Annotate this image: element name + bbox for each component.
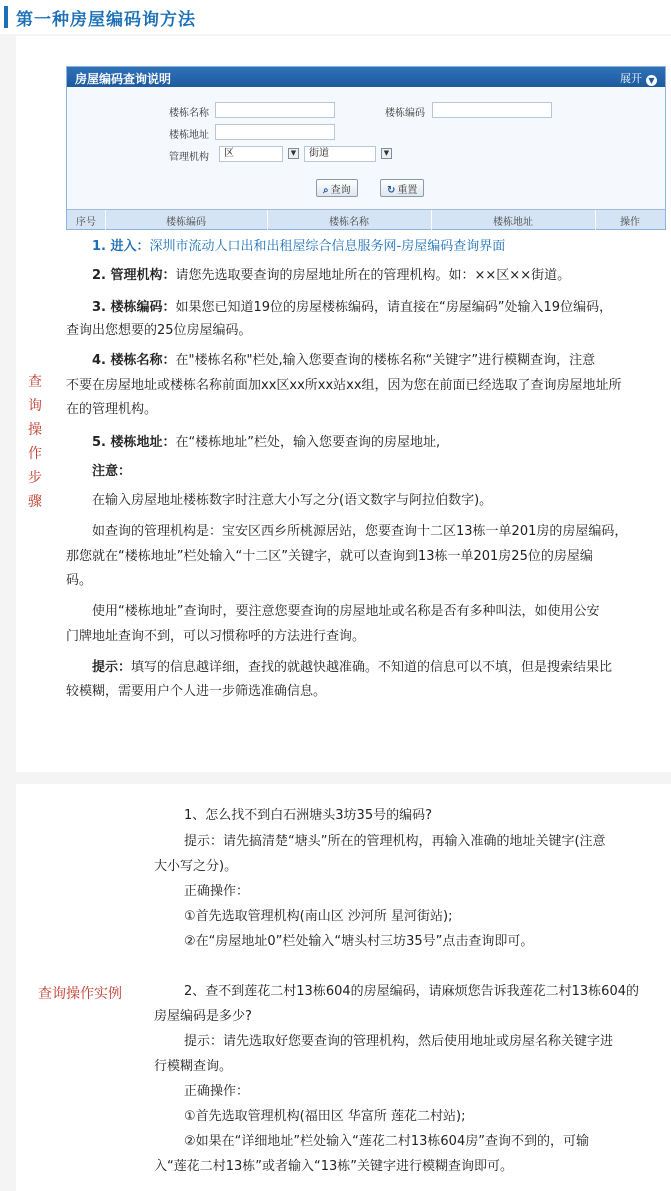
query-panel-title: 房屋编码查询说明 [75,72,172,86]
note-1: 在输入房屋地址楼栋数字时注意大小写之分(语文数字与阿拉伯数字)。 [92,493,493,508]
step-5 [92,430,440,455]
note-2: 如查询的管理机构是：宝安区西乡所桃源居站，您要查询十二区13栋一单201房的房屋编码， [92,524,628,539]
column-header: 楼栋名称 [329,217,369,228]
results-table-header [67,209,665,229]
column-header: 楼栋地址 [493,217,533,228]
steps-section-label [22,370,48,514]
step-3 [92,295,612,320]
step-4-text: 在"楼栋名称"栏处,输入您要查询的楼栋名称“关键字”进行模糊查询，注意 [175,353,596,368]
step-5-text: 在“楼栋地址”栏处，输入您要查询的房屋地址, [175,435,441,450]
building-address-label: 楼栋地址 [169,130,209,141]
step-4 [92,348,595,373]
building-code-input[interactable] [432,102,552,118]
note-2-cont: 那您就在“楼栋地址”栏处输入“十二区”关键字，就可以查询到13栋一单201房25位的房屋编 [66,549,593,564]
example-2-op-heading: 正确操作： [184,1084,250,1099]
chevron-down-icon: ▼ [646,75,657,86]
column-header: 操作 [620,217,640,228]
note-label: 注意： [92,464,132,479]
column-header: 楼栋编码 [166,217,206,228]
query-panel-header [67,67,665,87]
tip-text: 填写的信息越详细，查找的就越快越准确。不知道的信息可以不填，但是搜索结果比 [131,660,613,675]
search-button-label: 查询 [330,185,351,196]
page-header [0,0,671,34]
building-address-input[interactable] [215,124,335,140]
example-1-question: 1、怎么找不到白石洲塘头3坊35号的编码? [184,808,432,823]
example-2-question-cont: 房屋编码是多少? [154,1009,252,1024]
tip-cont: 较模糊，需要用户个人进一步筛选准确信息。 [66,684,327,699]
steps-label-line: 操作 [28,422,42,462]
steps-label-line: 步骤 [28,470,42,510]
steps-label-line: 查询 [28,374,42,414]
example-2-tip-cont: 行模糊查询。 [154,1059,233,1074]
step-1 [92,234,505,259]
street-select[interactable]: 街道 [304,146,376,162]
search-button[interactable] [316,179,358,197]
example-1-tip: 提示：请先搞清楚“塘头”所在的管理机构，再输入准确的地址关键字(注意 [184,834,606,849]
step-4-cont: 在的管理机构。 [66,402,158,417]
examples-section-label: 查询操作实例 [38,986,122,1002]
reset-button-label: 重置 [397,185,418,196]
step-4-label: 4. 楼栋名称： [92,353,176,368]
title-accent-bar [4,6,8,28]
reset-button[interactable] [380,179,424,197]
step-2-text: 请您先选取要查询的房屋地址所在的管理机构。如：××区××街道。 [175,268,571,283]
example-2-question: 2、查不到莲花二村13栋604的房屋编码，请麻烦您告诉我莲花二村13栋604的 [184,984,639,999]
note-3-cont: 门牌地址查询不到，可以习惯称呼的方法进行查询。 [66,629,366,644]
step-5-label: 5. 楼栋地址： [92,435,176,450]
refresh-icon: ↻ [387,185,396,196]
step-2-label: 2. 管理机构： [92,268,176,283]
building-name-input[interactable] [215,102,335,118]
example-1-op-1: ①首先选取管理机构(南山区 沙河所 星河街站); [184,909,453,924]
page-title: 第一种房屋编码询方法 [16,10,196,30]
step-4-cont: 不要在房屋地址或楼栋名称前面加xx区xx所xx站xx组，因为您在前面已经选取了查询房屋地址所 [66,378,622,393]
building-code-label: 楼栋编码 [385,108,425,119]
chevron-down-icon[interactable]: ▼ [381,148,392,159]
note-heading [92,459,131,484]
district-select[interactable]: 区 [219,146,283,162]
example-2-op-1: ①首先选取管理机构(福田区 华富所 莲花二村站); [184,1109,466,1124]
step-3-cont: 查询出您想要的25位房屋编码。 [66,323,252,338]
example-1-tip-cont: 大小写之分)。 [154,859,238,874]
step-1-label: 1. 进入： [92,239,150,254]
column-header: 序号 [76,217,96,228]
expand-label: 展开 [620,72,642,85]
tip-label: 提示： [92,660,132,675]
example-2-op-2-cont: 入“莲花二村13栋”或者输入“13栋”关键字进行模糊查询即可。 [154,1159,514,1174]
query-page-link[interactable]: 深圳市流动人口出和出租屋综合信息服务网-房屋编码查询界面 [149,239,506,254]
example-2-tip: 提示：请先选取好您要查询的管理机构，然后使用地址或房屋名称关键字进 [184,1034,614,1049]
search-icon: ⌕ [323,185,329,196]
note-2-cont: 码。 [66,573,93,588]
step-3-label: 3. 楼栋编码： [92,300,176,315]
expand-toggle[interactable] [620,70,657,86]
step-3-text: 如果您已知道19位的房屋楼栋编码，请直接在“房屋编码”处输入19位编码， [175,300,613,315]
management-org-label: 管理机构 [169,152,209,163]
example-2-op-2: ②如果在“详细地址”栏处输入“莲花二村13栋604房”查询不到的，可输 [184,1134,589,1149]
step-2 [92,263,570,288]
tip [92,655,612,680]
building-name-label: 楼栋名称 [169,108,209,119]
note-3: 使用“楼栋地址”查询时，要注意您要查询的房屋地址或名称是否有多种叫法，如使用公安 [92,604,600,619]
example-1-op-heading: 正确操作： [184,884,250,899]
query-form-screenshot [66,66,666,230]
chevron-down-icon[interactable]: ▼ [288,148,299,159]
example-1-op-2: ②在“房屋地址0”栏处输入“塘头村三坊35号”点击查询即可。 [184,934,534,949]
